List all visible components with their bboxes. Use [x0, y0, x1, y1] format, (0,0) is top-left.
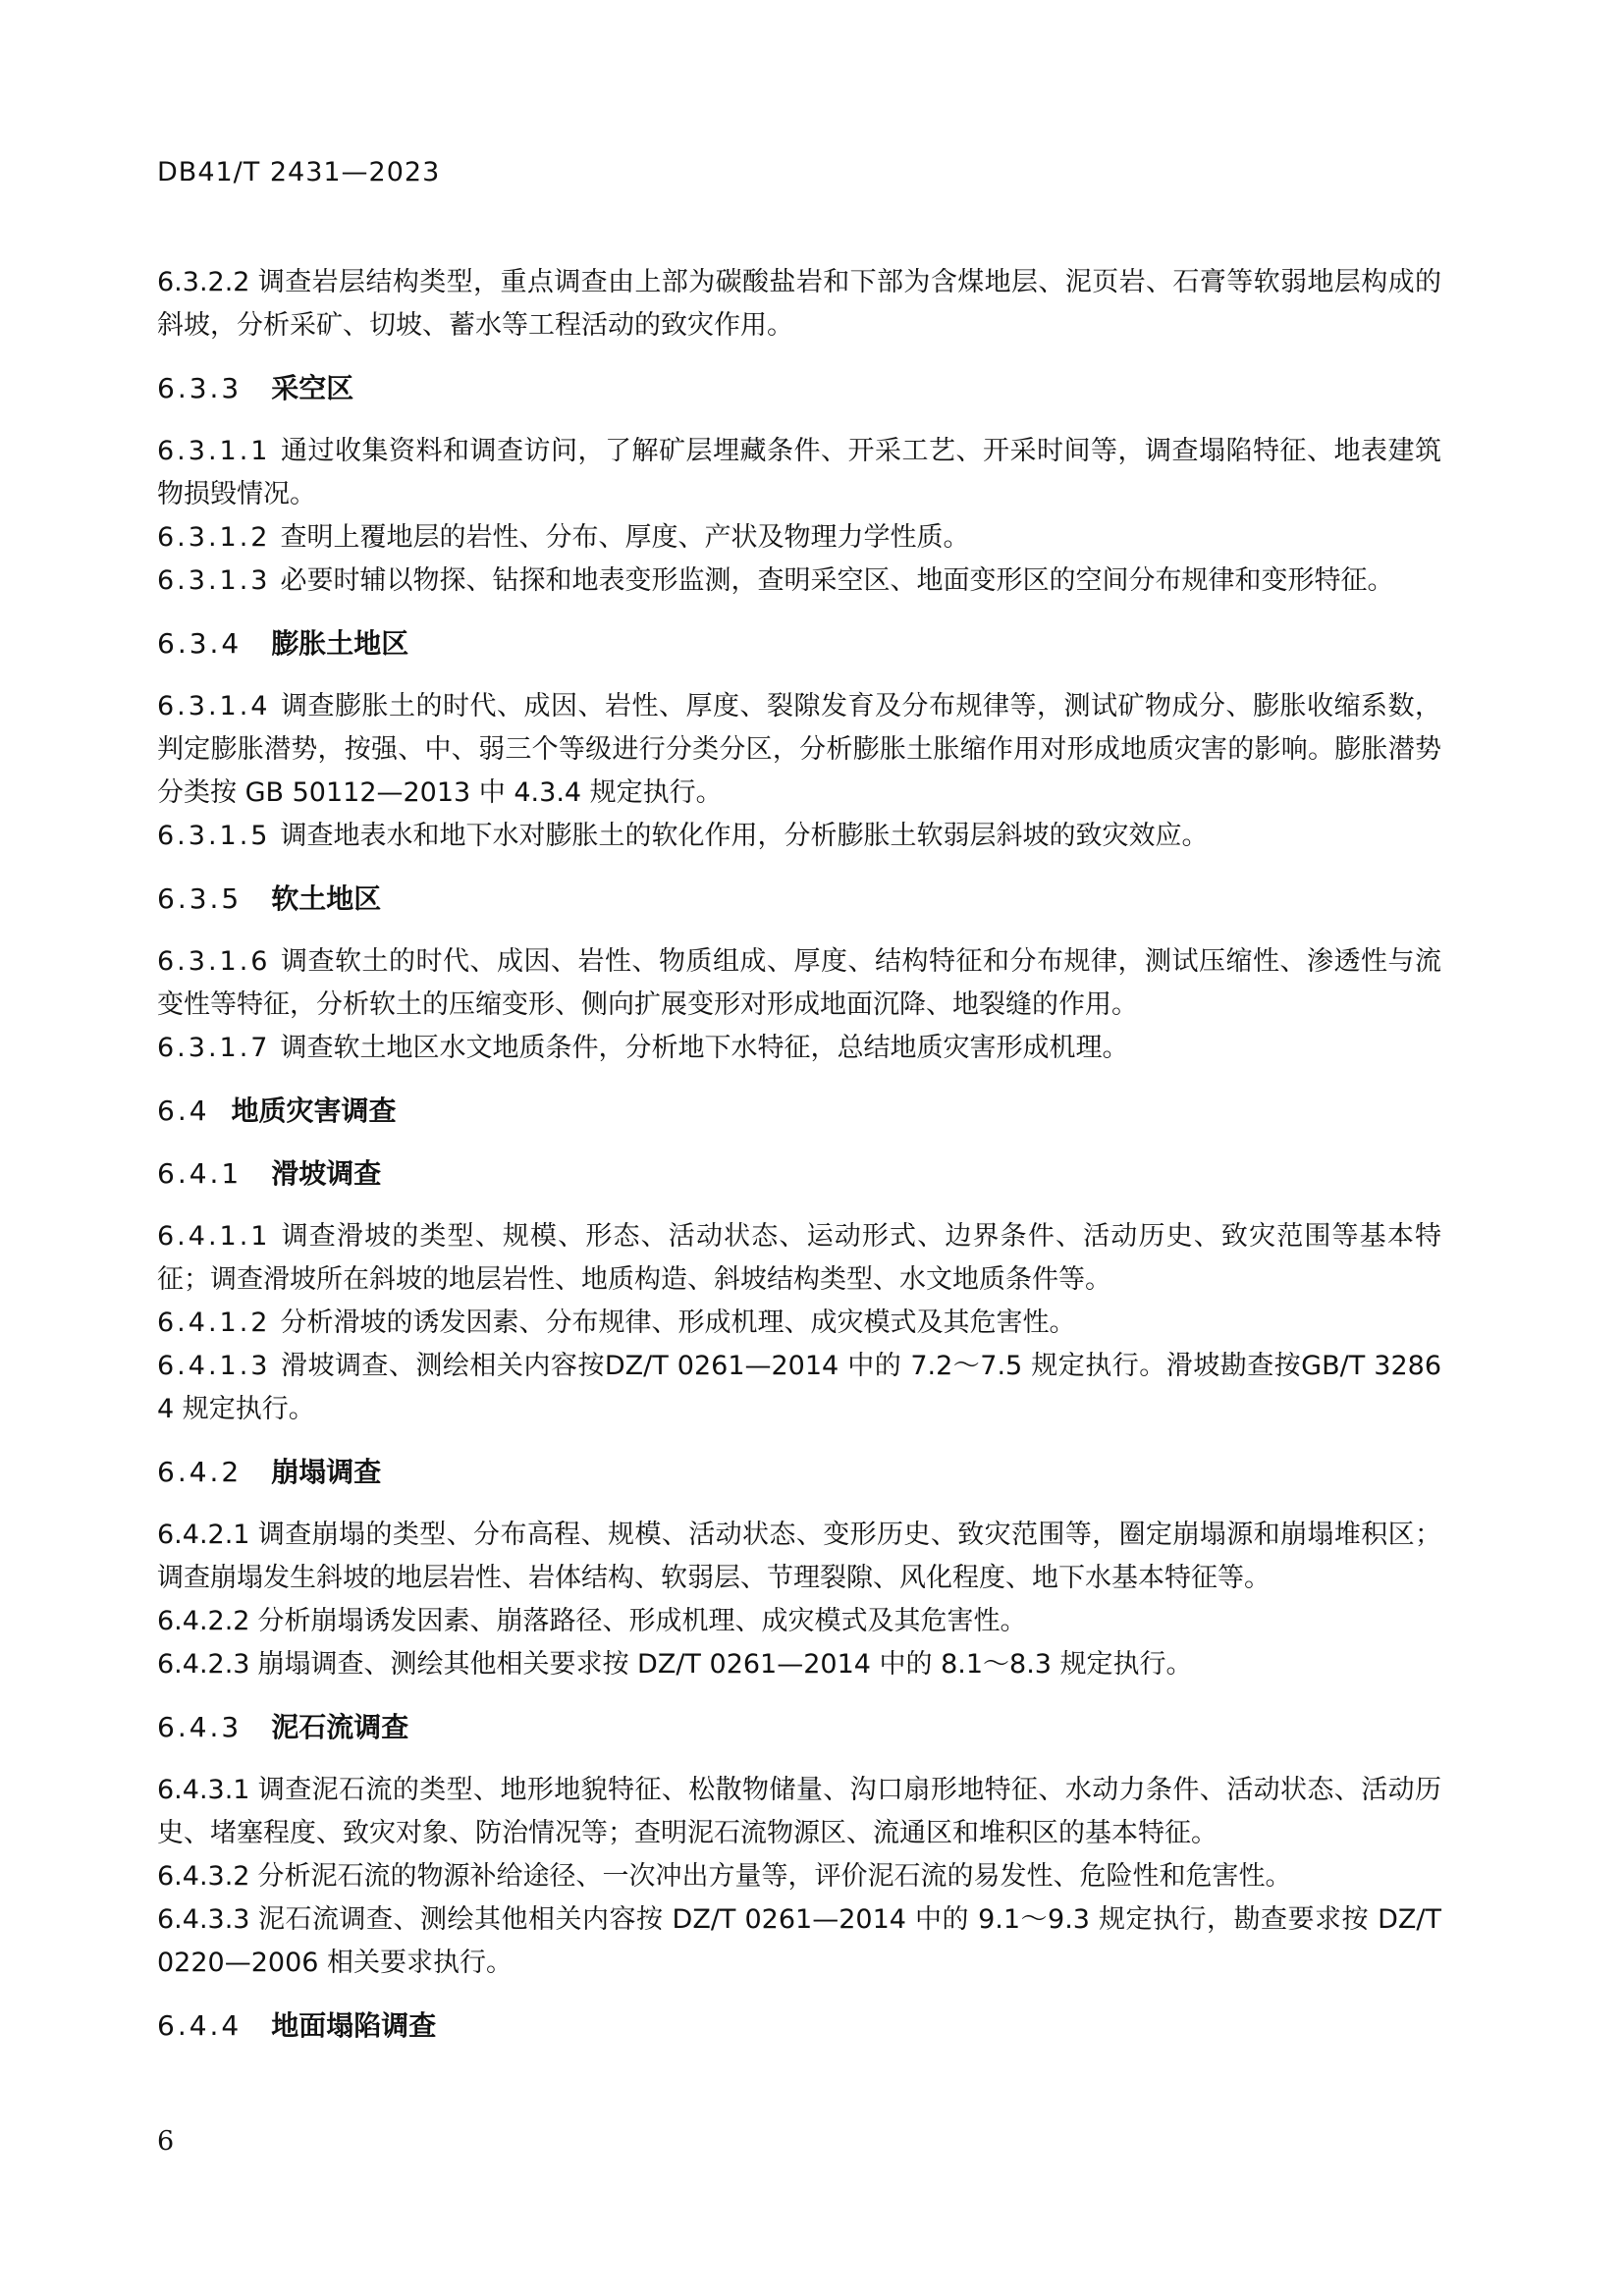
clause-number: 6.3.2.2 — [157, 267, 250, 297]
clause-text: 分析泥石流的物源补给途径、一次冲出方量等，评价泥石流的易发性、危险性和危害性。 — [257, 1861, 1292, 1892]
clause-number: 6.4.4 — [157, 2009, 243, 2042]
subsection-heading — [157, 1706, 1441, 1749]
clause-paragraph — [157, 1302, 1441, 1345]
page-number: 6 — [157, 2126, 175, 2157]
clause-text: 滑坡调查、测绘相关内容按DZ/T 0261—2014 中的 7.2～7.5 规定执行。滑坡勘查按GB/T 32864 规定执行。 — [157, 1351, 1441, 1424]
clause-text: 分析崩塌诱发因素、崩落路径、形成机理、成灾模式及其危害性。 — [257, 1606, 1027, 1636]
clause-text: 调查软土的时代、成因、岩性、物质组成、厚度、结构特征和分布规律，测试压缩性、渗透性与流变性等特征，分析软土的压缩变形、侧向扩展变形对形成地面沉降、地裂缝的作用。 — [157, 946, 1441, 1020]
clause-number: 6.4.2.3 — [157, 1649, 250, 1680]
clause-text: 崩塌调查、测绘其他相关要求按 DZ/T 0261—2014 中的 8.1～8.3 规定执行。 — [257, 1649, 1193, 1680]
heading-text: 泥石流调查 — [271, 1711, 409, 1743]
subsection-heading — [157, 622, 1441, 666]
clause-paragraph — [157, 1600, 1441, 1643]
clause-paragraph — [157, 815, 1441, 858]
clause-paragraph — [157, 560, 1441, 603]
clause-text: 调查膨胀土的时代、成因、岩性、厚度、裂隙发育及分布规律等，测试矿物成分、膨胀收缩系数，判定膨胀潜势，按强、中、弱三个等级进行分类分区，分析膨胀土胀缩作用对形成地质灾害的影响。膨胀潜势分类按 GB 50112—2013 中 4.3.4 规定执行。 — [157, 691, 1441, 808]
clause-number: 6.4 — [157, 1095, 210, 1127]
clause-number: 6.3.1.5 — [157, 821, 271, 851]
heading-text: 采空区 — [271, 372, 354, 404]
clause-number: 6.4.1.1 — [157, 1221, 271, 1252]
clause-number: 6.4.3.1 — [157, 1775, 250, 1805]
clause-text: 查明上覆地层的岩性、分布、厚度、产状及物理力学性质。 — [280, 522, 970, 553]
clause-number: 6.4.3.2 — [157, 1861, 250, 1892]
clause-text: 通过收集资料和调查访问，了解矿层埋藏条件、开采工艺、开采时间等，调查塌陷特征、地表建筑物损毁情况。 — [157, 436, 1441, 509]
clause-number: 6.3.5 — [157, 882, 243, 915]
clause-text: 调查软土地区水文地质条件，分析地下水特征，总结地质灾害形成机理。 — [280, 1033, 1129, 1063]
clause-text: 调查地表水和地下水对膨胀土的软化作用，分析膨胀土软弱层斜坡的致灾效应。 — [280, 821, 1209, 851]
clause-paragraph — [157, 1643, 1441, 1686]
subsection-heading — [157, 878, 1441, 921]
clause-text: 调查岩层结构类型，重点调查由上部为碳酸盐岩和下部为含煤地层、泥页岩、石膏等软弱地层构成的斜坡，分析采矿、切坡、蓄水等工程活动的致灾作用。 — [157, 267, 1441, 341]
document-code-header: DB41/T 2431—2023 — [157, 157, 441, 187]
clause-number: 6.3.4 — [157, 627, 243, 660]
clause-number: 6.3.1.1 — [157, 436, 271, 466]
clause-paragraph — [157, 940, 1441, 1027]
clause-number: 6.4.1 — [157, 1157, 243, 1190]
clause-number: 6.4.3.3 — [157, 1904, 250, 1935]
subsection-heading — [157, 2004, 1441, 2048]
clause-text: 调查崩塌的类型、分布高程、规模、活动状态、变形历史、致灾范围等，圈定崩塌源和崩塌堆积区；调查崩塌发生斜坡的地层岩性、岩体结构、软弱层、节理裂隙、风化程度、地下水基本特征等。 — [157, 1520, 1441, 1593]
clause-number: 6.4.1.3 — [157, 1351, 271, 1381]
subsection-heading — [157, 1152, 1441, 1196]
clause-number: 6.3.1.3 — [157, 565, 271, 596]
clause-paragraph — [157, 1215, 1441, 1302]
clause-paragraph — [157, 1855, 1441, 1898]
clause-text: 调查泥石流的类型、地形地貌特征、松散物储量、沟口扇形地特征、水动力条件、活动状态、活动历史、堵塞程度、致灾对象、防治情况等；查明泥石流物源区、流通区和堆积区的基本特征。 — [157, 1775, 1441, 1848]
clause-paragraph — [157, 430, 1441, 516]
clause-number: 6.3.3 — [157, 372, 243, 404]
clause-paragraph — [157, 1027, 1441, 1070]
heading-text: 地质灾害调查 — [231, 1095, 397, 1127]
clause-text: 必要时辅以物探、钻探和地表变形监测，查明采空区、地面变形区的空间分布规律和变形特征。 — [280, 565, 1394, 596]
clause-paragraph — [157, 1898, 1441, 1985]
heading-text: 软土地区 — [271, 882, 382, 915]
clause-number: 6.4.1.2 — [157, 1308, 271, 1338]
section-heading — [157, 1090, 1441, 1133]
clause-number: 6.4.3 — [157, 1711, 243, 1743]
clause-paragraph — [157, 1769, 1441, 1855]
clause-number: 6.3.1.4 — [157, 691, 271, 721]
document-body — [157, 261, 1441, 2067]
clause-text: 分析滑坡的诱发因素、分布规律、形成机理、成灾模式及其危害性。 — [280, 1308, 1076, 1338]
heading-text: 滑坡调查 — [271, 1157, 382, 1190]
clause-paragraph — [157, 685, 1441, 815]
clause-paragraph — [157, 261, 1441, 347]
clause-paragraph — [157, 516, 1441, 560]
heading-text: 崩塌调查 — [271, 1456, 382, 1488]
heading-text: 膨胀土地区 — [271, 627, 409, 660]
clause-paragraph — [157, 1345, 1441, 1431]
subsection-heading — [157, 367, 1441, 410]
clause-text: 泥石流调查、测绘其他相关内容按 DZ/T 0261—2014 中的 9.1～9.3 规定执行，勘查要求按 DZ/T 0220—2006 相关要求执行。 — [157, 1904, 1441, 1978]
clause-number: 6.4.2.2 — [157, 1606, 250, 1636]
clause-paragraph — [157, 1514, 1441, 1600]
heading-text: 地面塌陷调查 — [271, 2009, 437, 2042]
clause-number: 6.3.1.7 — [157, 1033, 271, 1063]
clause-number: 6.4.2 — [157, 1456, 243, 1488]
subsection-heading — [157, 1451, 1441, 1494]
clause-text: 调查滑坡的类型、规模、形态、活动状态、运动形式、边界条件、活动历史、致灾范围等基本特征；调查滑坡所在斜坡的地层岩性、地质构造、斜坡结构类型、水文地质条件等。 — [157, 1221, 1441, 1295]
clause-number: 6.4.2.1 — [157, 1520, 250, 1550]
clause-number: 6.3.1.6 — [157, 946, 271, 977]
clause-number: 6.3.1.2 — [157, 522, 271, 553]
